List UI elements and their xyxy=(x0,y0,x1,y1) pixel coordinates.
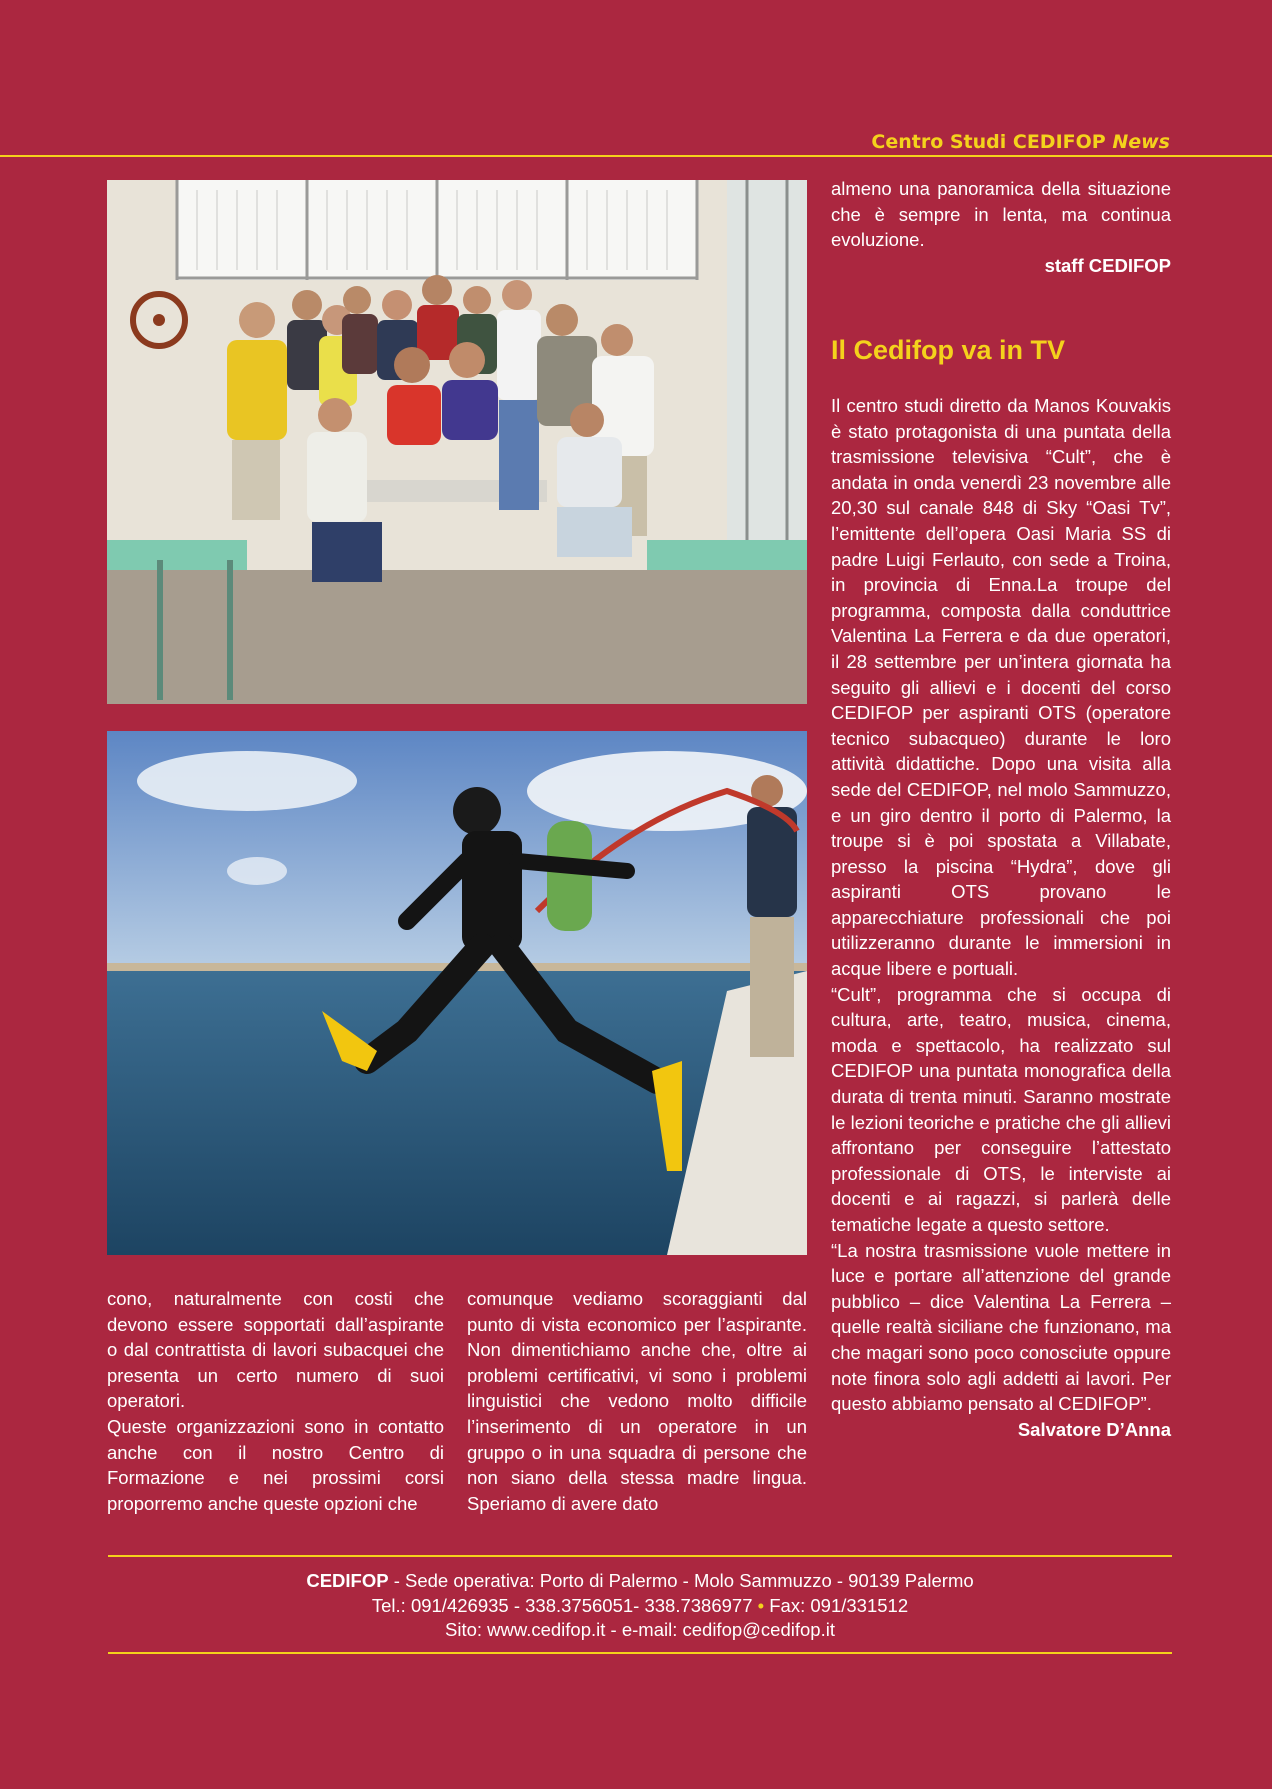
header-brand: Centro Studi CEDIFOP xyxy=(871,131,1106,153)
footer-phone-line xyxy=(108,1594,1172,1619)
diver-photo xyxy=(107,731,807,1255)
article-headline: Il Cedifop va in TV xyxy=(831,335,1066,365)
header-brand-suffix: News xyxy=(1112,131,1170,153)
left-paragraph: cono, naturalmente con costi che devono essere sopportati dall’aspirante o dal contrattista di lavori subacquei che presenta un certo numero di suoi operatori. xyxy=(107,1288,444,1412)
group-photo-illustration xyxy=(107,180,807,704)
footer-address: - Sede operativa: Porto di Palermo - Molo Sammuzzo - 90139 Palermo xyxy=(388,1570,974,1591)
footer-web[interactable]: Sito: www.cedifop.it - e-mail: cedifop@cedifop.it xyxy=(445,1619,835,1640)
continuation-text: almeno una panoramica della situazione che è sempre in lenta, ma continua evoluzione. xyxy=(831,178,1171,251)
article-body xyxy=(831,393,1171,1442)
footer-rule-top xyxy=(108,1555,1172,1557)
middle-column xyxy=(467,1286,807,1516)
footer-phones: Tel.: 091/426935 - 338.3756051- 338.7386977 xyxy=(371,1594,753,1616)
footer-address-line xyxy=(108,1569,1172,1594)
left-paragraph: Queste organizzazioni sono in contatto anche con il nostro Centro di Formazione e nei prossimi corsi proporremo anche queste opzioni che xyxy=(107,1415,444,1514)
middle-paragraph: comunque vediamo scoraggianti dal punto di vista economico per l’aspirante. Non dimentichiamo anche che, oltre ai problemi certificativi, vi sono i problemi linguistici che vedono molto difficile l’inserimento di un operatore in un gruppo o in una squadra di persone che non siano della stessa madre lingua. Speriamo di avere dato xyxy=(467,1288,807,1514)
article-paragraph: “La nostra trasmissione vuole mettere in luce e portare all’attenzione del grande pubblico – dice Valentina La Ferrera – quelle realtà siciliane che funzionano, ma che magari sono poco conosciute oppure note finora solo agli addetti ai lavori. Per questo abbiamo pensato al CEDIFOP”. xyxy=(831,1239,1171,1415)
footer-bullet: • xyxy=(757,1594,765,1616)
header-rule xyxy=(0,155,1272,157)
article-signature: Salvatore D’Anna xyxy=(1017,1418,1171,1440)
footer-rule-bottom xyxy=(108,1652,1172,1654)
footer-fax: Fax: 091/331512 xyxy=(769,1594,909,1616)
left-column xyxy=(107,1286,444,1516)
article-paragraph: Il centro studi diretto da Manos Kouvakis è stato protagonista di una puntata della trasmissione televisiva “Cult”, che è andata in onda venerdì 23 novembre alle 20,30 sul canale 848 di Sky “Oasi Tv”, l’emittente dell’opera Oasi Maria SS di padre Luigi Ferlauto, con sede a Troina, in provincia di Enna.La troupe del programma, composta dalla conduttrice Valentina La Ferrera e da due operatori, il 28 settembre per un’intera giornata ha seguito gli allievi e i docenti del corso CEDIFOP per aspiranti OTS (operatore tecnico subacqueo) durante le loro attività didattiche. Dopo una visita alla sede del CEDIFOP, nel molo Sammuzzo, e un giro dentro il porto di Palermo, la troupe si è poi spostata a Villabate, presso la piscina “Hydra”, dove gli aspiranti OTS provano le apparecchiature professionali che poi utilizzeranno durante le immersioni in acque libere e portuali. xyxy=(831,395,1171,980)
group-photo xyxy=(107,180,807,704)
previous-article-ending xyxy=(831,176,1171,278)
footer-contacts xyxy=(108,1569,1172,1643)
continuation-signature: staff CEDIFOP xyxy=(1044,254,1171,276)
footer-org: CEDIFOP xyxy=(306,1570,389,1591)
diver-photo-illustration xyxy=(107,731,807,1255)
article-paragraph: “Cult”, programma che si occupa di cultura, arte, teatro, musica, cinema, moda e spettacolo, ha realizzato sul CEDIFOP una puntata monografica della durata di trenta minuti. Saranno mostrate le lezioni teoriche e pratiche che gli allievi affrontano per conseguire l’attestato professionale di OTS, le interviste ai docenti e ai ragazzi, si parlerà delle tematiche legate a questo settore. xyxy=(831,983,1171,1235)
running-header xyxy=(871,131,1170,153)
